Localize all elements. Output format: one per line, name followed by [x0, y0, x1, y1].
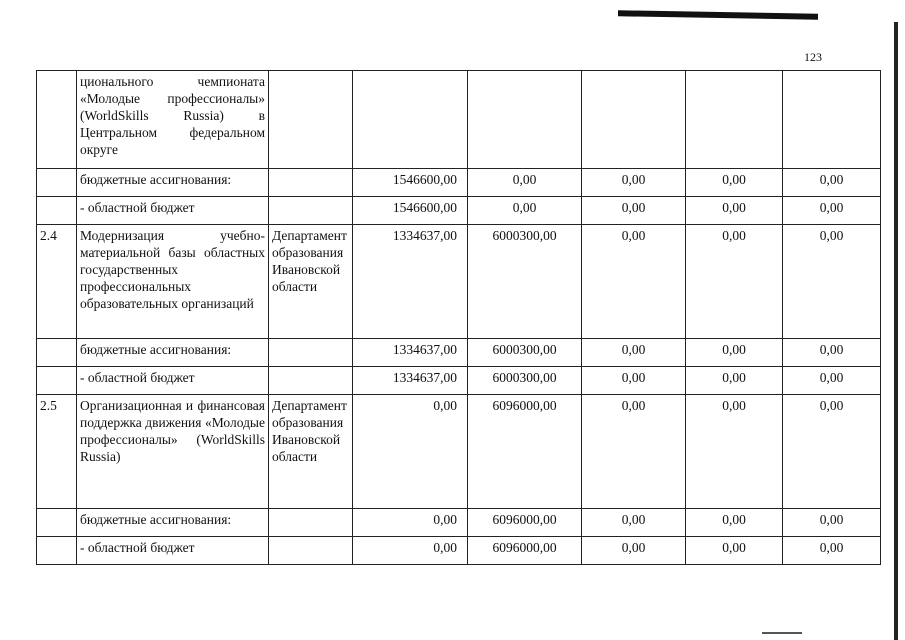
value-cell: 6000300,00	[468, 367, 582, 395]
value-cell: 0,00	[783, 537, 881, 565]
value-cell: 0,00	[783, 225, 881, 339]
row-number: 2.5	[37, 395, 77, 509]
table-row	[37, 169, 881, 197]
value-cell: 0,00	[582, 339, 686, 367]
row-executor	[269, 169, 353, 197]
value-cell: 0,00	[468, 169, 582, 197]
table-row	[37, 339, 881, 367]
row-number	[37, 71, 77, 169]
row-number	[37, 367, 77, 395]
value-cell: 0,00	[783, 339, 881, 367]
row-name: бюджетные ассигнования:	[77, 339, 269, 367]
table-row	[37, 537, 881, 565]
value-cell: 1334637,00	[353, 225, 468, 339]
row-name: - областной бюджет	[77, 367, 269, 395]
value-cell	[686, 71, 783, 169]
row-name: Организационная и финансовая поддержка движения «Молодые профессионалы» (WorldSkills Russia)	[77, 395, 269, 509]
table-row	[37, 71, 881, 169]
budget-table	[36, 70, 881, 565]
row-executor	[269, 367, 353, 395]
table-row	[37, 367, 881, 395]
scan-artifact-right-edge	[894, 22, 898, 640]
row-executor	[269, 537, 353, 565]
row-number	[37, 537, 77, 565]
value-cell: 6096000,00	[468, 509, 582, 537]
row-executor: Департамент образования Ивановской области	[269, 395, 353, 509]
value-cell: 0,00	[783, 367, 881, 395]
value-cell: 0,00	[686, 509, 783, 537]
value-cell	[353, 71, 468, 169]
row-number	[37, 169, 77, 197]
row-executor: Департамент образования Ивановской области	[269, 225, 353, 339]
value-cell: 1546600,00	[353, 197, 468, 225]
value-cell: 0,00	[686, 225, 783, 339]
value-cell: 1334637,00	[353, 367, 468, 395]
value-cell	[468, 71, 582, 169]
table-row	[37, 225, 881, 339]
row-number	[37, 509, 77, 537]
row-executor	[269, 197, 353, 225]
value-cell: 0,00	[582, 395, 686, 509]
scan-artifact-top-bar	[618, 10, 818, 19]
value-cell: 0,00	[783, 509, 881, 537]
value-cell: 6000300,00	[468, 225, 582, 339]
value-cell: 0,00	[686, 537, 783, 565]
table-row	[37, 197, 881, 225]
value-cell: 1334637,00	[353, 339, 468, 367]
table-row	[37, 509, 881, 537]
scan-artifact-bottom-dash	[762, 632, 802, 634]
page-number: 123	[804, 50, 822, 64]
row-name: ционального чемпионата «Молодые профессионалы» (WorldSkills Russia) в Центральном федеральном округе	[77, 71, 269, 169]
value-cell: 0,00	[686, 395, 783, 509]
value-cell: 6096000,00	[468, 537, 582, 565]
value-cell: 0,00	[582, 509, 686, 537]
row-executor	[269, 339, 353, 367]
value-cell: 0,00	[686, 197, 783, 225]
row-name: Модернизация учебно-материальной базы областных государственных профессиональных образовательных организаций	[77, 225, 269, 339]
row-number	[37, 197, 77, 225]
row-executor	[269, 509, 353, 537]
value-cell: 6000300,00	[468, 339, 582, 367]
row-name: - областной бюджет	[77, 537, 269, 565]
value-cell	[582, 71, 686, 169]
value-cell: 0,00	[686, 169, 783, 197]
value-cell: 1546600,00	[353, 169, 468, 197]
value-cell: 0,00	[783, 169, 881, 197]
value-cell: 0,00	[686, 339, 783, 367]
table-row	[37, 395, 881, 509]
value-cell: 0,00	[468, 197, 582, 225]
value-cell: 0,00	[353, 395, 468, 509]
value-cell: 0,00	[582, 537, 686, 565]
value-cell: 0,00	[582, 169, 686, 197]
row-name: бюджетные ассигнования:	[77, 169, 269, 197]
row-number	[37, 339, 77, 367]
row-number: 2.4	[37, 225, 77, 339]
value-cell: 0,00	[582, 225, 686, 339]
value-cell: 0,00	[783, 395, 881, 509]
value-cell: 0,00	[783, 197, 881, 225]
value-cell	[783, 71, 881, 169]
row-name: бюджетные ассигнования:	[77, 509, 269, 537]
value-cell: 0,00	[686, 367, 783, 395]
value-cell: 6096000,00	[468, 395, 582, 509]
value-cell: 0,00	[353, 537, 468, 565]
row-name: - областной бюджет	[77, 197, 269, 225]
value-cell: 0,00	[582, 197, 686, 225]
value-cell: 0,00	[353, 509, 468, 537]
row-executor	[269, 71, 353, 169]
value-cell: 0,00	[582, 367, 686, 395]
